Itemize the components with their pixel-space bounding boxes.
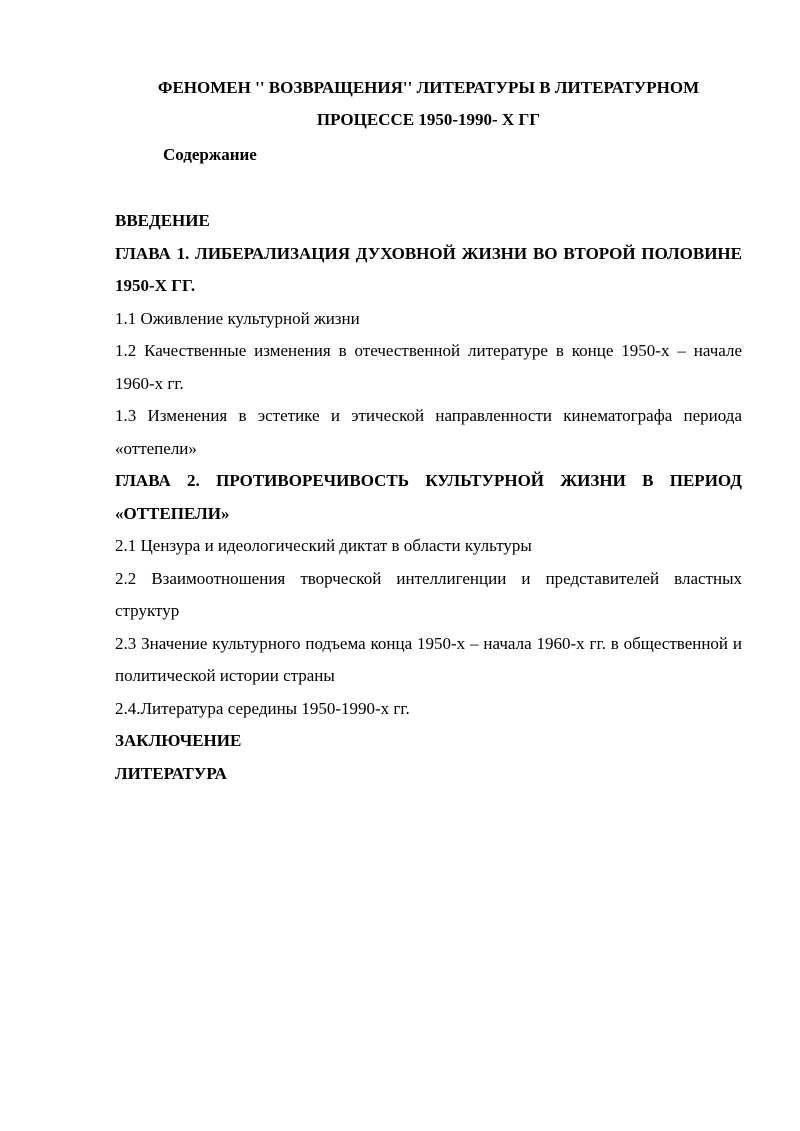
contents-heading: Содержание [163,145,257,164]
toc-section-2-1: 2.1 Цензура и идеологический диктат в области культуры [115,536,532,555]
toc-introduction: ВВЕДЕНИЕ [115,211,210,230]
toc-chapter-1: ГЛАВА 1. ЛИБЕРАЛИЗАЦИЯ ДУХОВНОЙ ЖИЗНИ ВО ВТОРОЙ ПОЛОВИНЕ 1950-Х ГГ. [115,243,742,295]
toc-section-2-3: 2.3 Значение культурного подъема конца 1950-х – начала 1960-х гг. в общественной и политической истории страны [115,633,742,685]
table-of-contents [115,205,742,790]
toc-section-2-2: 2.2 Взаимоотношения творческой интеллигенции и представителей властных структур [115,568,742,620]
toc-section-1-3: 1.3 Изменения в эстетике и этической направленности кинематографа периода «оттепели» [115,406,742,458]
toc-conclusion: ЗАКЛЮЧЕНИЕ [115,731,242,750]
toc-literature: ЛИТЕРАТУРА [115,763,227,783]
document-title-line-2: ПРОЦЕССЕ 1950-1990- Х ГГ [316,110,541,129]
toc-section-1-2: 1.2 Качественные изменения в отечественной литературе в конце 1950-х – начале 1960-х гг. [115,341,742,393]
toc-chapter-2: ГЛАВА 2. ПРОТИВОРЕЧИВОСТЬ КУЛЬТУРНОЙ ЖИЗНИ В ПЕРИОД «ОТТЕПЕЛИ» [115,471,742,523]
document-title-line-1: ФЕНОМЕН '' ВОЗВРАЩЕНИЯ'' ЛИТЕРАТУРЫ В ЛИТЕРАТУРНОМ [157,78,700,97]
toc-section-2-4: 2.4.Литература середины 1950-1990-х гг. [115,698,410,718]
toc-section-1-1: 1.1 Оживление культурной жизни [115,308,360,328]
